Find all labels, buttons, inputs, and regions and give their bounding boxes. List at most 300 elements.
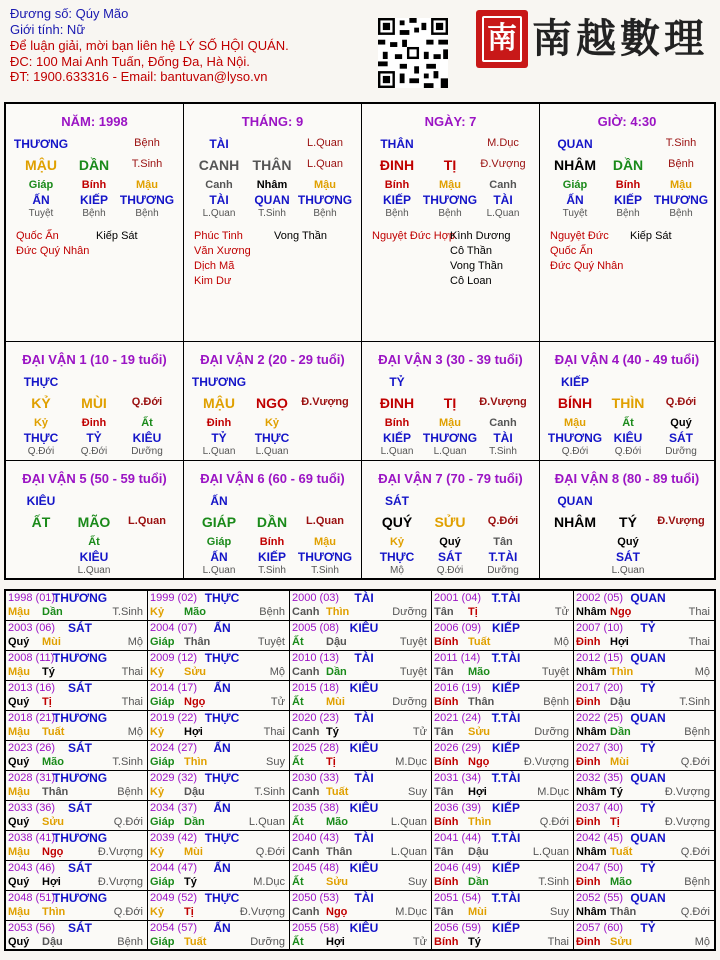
hidden-god: ẤN [210, 550, 228, 564]
year-label: 2010 (13) [292, 652, 340, 664]
year-stage: Bệnh [117, 786, 143, 798]
year-stage: Thai [547, 936, 569, 948]
dai-van-cell [184, 461, 362, 579]
year-god: KIẾP [491, 681, 521, 695]
pillar-cell [6, 104, 184, 342]
pillar-god: QUAN [557, 137, 593, 151]
year-stage: Đ.Vượng [97, 846, 143, 858]
good-star: Quốc Ấn [550, 245, 593, 257]
dai-van-god: TỶ [389, 375, 405, 389]
hidden-stage: Dưỡng [487, 565, 519, 576]
hidden-stage: Bệnh [385, 208, 409, 219]
branch-stage: L.Quan [306, 515, 344, 527]
good-star: Văn Xương [194, 245, 251, 257]
hidden-god: QUAN [254, 193, 290, 207]
year-stage: Suy [550, 906, 569, 918]
qr-code-icon[interactable] [378, 18, 448, 88]
hidden-god: KIÊU [79, 550, 109, 564]
year-cell [6, 591, 148, 621]
hidden-god: THƯƠNG [119, 193, 175, 207]
year-branch: Hợi [326, 936, 345, 948]
hidden-stem: Kỷ [264, 417, 280, 429]
branch-stage: Đ.Vượng [657, 515, 705, 527]
year-god: QUAN [630, 651, 666, 665]
hidden-stage: L.Quan [486, 208, 520, 219]
year-cell [6, 621, 148, 651]
year-cell [290, 591, 432, 621]
year-god: SÁT [68, 741, 92, 755]
year-cell [574, 681, 714, 711]
year-cell [290, 831, 432, 861]
year-label: 2046 (49) [434, 862, 482, 874]
year-stem: Tân [434, 846, 454, 858]
hidden-god: KIÊU [613, 431, 643, 445]
year-god: TỶ [640, 921, 656, 935]
year-cell [432, 711, 574, 741]
earthly-branch: SỬU [434, 514, 466, 530]
year-god: SÁT [68, 681, 92, 695]
year-branch: Sửu [468, 726, 491, 738]
year-label: 2033 (36) [8, 802, 56, 814]
hidden-god: THƯƠNG [297, 193, 353, 207]
year-branch: Tị [184, 906, 194, 918]
year-branch: Tị [326, 756, 336, 768]
dai-van-god: THỰC [23, 375, 59, 389]
hidden-stem: Bính [259, 536, 285, 548]
year-god: TÀI [354, 771, 374, 785]
hidden-god: THƯƠNG [422, 193, 478, 207]
year-branch: Tị [468, 606, 478, 618]
hidden-stem: Ất [141, 417, 153, 429]
hidden-stage: Bệnh [438, 208, 462, 219]
year-stem: Kỷ [150, 906, 165, 918]
year-cell [290, 621, 432, 651]
hidden-god: TÀI [493, 431, 513, 445]
year-label: 2050 (53) [292, 892, 340, 904]
hidden-stem: Đinh [206, 417, 232, 429]
year-stage: Bệnh [259, 606, 285, 618]
year-branch: Dần [326, 666, 347, 678]
hidden-god: KIẾP [613, 193, 643, 207]
year-branch: Mão [184, 606, 206, 618]
year-stem: Canh [292, 786, 320, 798]
year-god: QUAN [630, 591, 666, 605]
year-stem: Ất [292, 936, 304, 948]
year-label: 2023 (26) [8, 742, 56, 754]
year-stem: Tân [434, 666, 454, 678]
earthly-branch: TỊ [443, 395, 457, 411]
year-stage: Đ.Vượng [664, 786, 710, 798]
hidden-stage: Bệnh [669, 208, 693, 219]
year-label: 2036 (39) [434, 802, 482, 814]
year-branch: Sửu [42, 816, 65, 828]
year-branch: Ngọ [610, 606, 632, 618]
year-stem: Nhâm [576, 666, 607, 678]
year-cell [290, 651, 432, 681]
year-label: 2043 (46) [8, 862, 56, 874]
brand-text: 南越數理 [532, 15, 708, 62]
brand-logo [476, 10, 714, 70]
hidden-stem: Bính [384, 179, 410, 191]
year-cell [574, 891, 714, 921]
hidden-god: THƯƠNG [422, 431, 478, 445]
year-stem: Mậu [8, 846, 30, 858]
year-stem: Quý [8, 936, 30, 948]
year-label: 2012 (15) [576, 652, 624, 664]
heavenly-stem: CANH [198, 157, 240, 173]
hidden-stage: L.Quan [202, 565, 236, 576]
year-stage: L.Quan [532, 846, 569, 858]
year-cell [148, 801, 290, 831]
year-branch: Thân [326, 846, 353, 858]
year-cell [6, 801, 148, 831]
year-god: THỰC [204, 711, 240, 725]
hidden-god: THỰC [23, 431, 59, 445]
year-branch: Thìn [468, 816, 492, 828]
year-god: KIẾP [491, 801, 521, 815]
year-god: ẤN [213, 681, 231, 695]
branch-stage: L.Quan [306, 158, 344, 170]
year-stem: Giáp [150, 756, 175, 768]
dai-van-cell [184, 342, 362, 461]
good-star: Phúc Tinh [194, 230, 243, 242]
hidden-stem: Quý [439, 536, 461, 548]
pillar-title: NĂM: 1998 [61, 114, 128, 129]
year-cell [432, 621, 574, 651]
year-label: 2039 (42) [150, 832, 198, 844]
year-cell [574, 651, 714, 681]
year-label: 2054 (57) [150, 922, 198, 934]
year-cell [6, 771, 148, 801]
hidden-god: TÀI [493, 193, 513, 207]
year-god: KIÊU [349, 741, 379, 755]
year-cell [432, 891, 574, 921]
hidden-stage: Q.Đới [436, 565, 464, 576]
year-stem: Ất [292, 636, 304, 648]
year-god: T.TÀI [491, 651, 521, 665]
year-stage: Tử [412, 936, 427, 948]
hidden-stage: Dưỡng [665, 446, 697, 457]
year-branch: Mùi [468, 906, 487, 918]
heavenly-stem: GIÁP [201, 514, 237, 530]
earthly-branch: THÂN [252, 157, 292, 173]
earthly-branch: DẦN [78, 157, 110, 173]
dai-van-cell [362, 342, 540, 461]
hidden-god: THỰC [379, 550, 415, 564]
year-stage: Q.Đới [680, 846, 710, 858]
year-stem: Mậu [8, 726, 30, 738]
year-cell [432, 681, 574, 711]
year-label: 2021 (24) [434, 712, 482, 724]
hidden-stage: T.Sinh [258, 208, 286, 219]
year-cell [290, 711, 432, 741]
year-cell [290, 771, 432, 801]
year-stage: Mộ [553, 636, 569, 648]
year-cell [148, 621, 290, 651]
hidden-stem: Ất [88, 536, 100, 548]
hidden-stem: Kỷ [33, 417, 49, 429]
heavenly-stem: ẤT [31, 514, 51, 530]
year-stage: Thai [688, 636, 710, 648]
year-branch: Dần [42, 606, 63, 618]
year-stem: Tân [434, 906, 454, 918]
year-stem: Quý [8, 876, 30, 888]
year-stage: Đ.Vượng [97, 876, 143, 888]
year-cell [574, 831, 714, 861]
year-label: 2034 (37) [150, 802, 198, 814]
heavenly-stem: NHÂM [554, 157, 596, 173]
year-label: 2037 (40) [576, 802, 624, 814]
year-god: THƯƠNG [52, 831, 108, 845]
year-stem: Bính [434, 936, 459, 948]
year-god: THỰC [204, 771, 240, 785]
year-stem: Mậu [8, 786, 30, 798]
year-label: 1999 (02) [150, 592, 198, 604]
year-stem: Bính [434, 696, 459, 708]
dai-van-cell [6, 342, 184, 461]
hidden-god: ẤN [32, 193, 50, 207]
hidden-stem: Quý [670, 417, 692, 429]
year-label: 2051 (54) [434, 892, 482, 904]
year-stem: Ất [292, 876, 304, 888]
dai-van-title: ĐẠI VẬN 8 (80 - 89 tuổi) [554, 471, 700, 486]
hidden-stage: L.Quan [380, 446, 414, 457]
bad-star: Kiếp Sát [96, 230, 138, 242]
year-cell [148, 681, 290, 711]
year-label: 2030 (33) [292, 772, 340, 784]
dai-van-cell [362, 461, 540, 579]
year-stem: Ất [292, 756, 304, 768]
year-cell [6, 921, 148, 951]
year-stem: Bính [434, 756, 459, 768]
year-cell [6, 861, 148, 891]
hidden-stem: Mậu [439, 179, 461, 191]
pillar-cell [362, 104, 540, 342]
year-label: 2015 (18) [292, 682, 340, 694]
year-stem: Đinh [576, 756, 601, 768]
year-god: TÀI [354, 831, 374, 845]
year-label: 2007 (10) [576, 622, 624, 634]
year-label: 2029 (32) [150, 772, 198, 784]
dai-van-title: ĐẠI VẬN 1 (10 - 19 tuổi) [22, 352, 167, 367]
pillar-stage: Bệnh [134, 137, 160, 149]
year-stage: Q.Đới [255, 846, 285, 858]
year-label: 2011 (14) [434, 652, 481, 664]
earthly-branch: DẦN [612, 157, 644, 173]
year-stage: Dưỡng [392, 696, 427, 708]
year-stage: Bệnh [684, 876, 710, 888]
year-branch: Sửu [610, 936, 633, 948]
year-stem: Ất [292, 816, 304, 828]
hidden-god: THƯƠNG [547, 431, 603, 445]
year-branch: Tý [468, 936, 481, 948]
hidden-stage: Bệnh [313, 208, 337, 219]
year-cell [432, 651, 574, 681]
good-star: Đức Quý Nhân [550, 260, 624, 272]
year-stage: Dưỡng [392, 606, 427, 618]
branch-stage: T.Sinh [131, 158, 163, 170]
pillar-stage: T.Sinh [665, 137, 697, 149]
year-god: SÁT [68, 921, 92, 935]
year-stem: Mậu [8, 906, 30, 918]
year-stage: M.Dục [395, 756, 427, 768]
year-label: 2057 (60) [576, 922, 624, 934]
year-god: QUAN [630, 891, 666, 905]
header-info [10, 6, 370, 85]
dai-van-god: QUAN [557, 494, 593, 508]
year-stage: Tuyệt [399, 636, 427, 648]
year-cell [148, 921, 290, 951]
year-cell [290, 891, 432, 921]
year-label: 2038 (41) [8, 832, 56, 844]
earthly-branch: DẦN [256, 514, 288, 530]
hidden-stem: Bính [384, 417, 410, 429]
year-cell [574, 711, 714, 741]
dai-van-title: ĐẠI VẬN 3 (30 - 39 tuổi) [378, 352, 523, 367]
year-branch: Ngọ [184, 696, 206, 708]
hidden-stem: Kỷ [389, 536, 405, 548]
year-god: T.TÀI [491, 771, 521, 785]
year-label: 2048 (51) [8, 892, 56, 904]
year-label: 2001 (04) [434, 592, 482, 604]
year-branch: Tị [610, 816, 620, 828]
hidden-stem: Mậu [670, 179, 692, 191]
year-stage: Thai [121, 666, 143, 678]
year-god: THƯƠNG [52, 711, 108, 725]
year-branch: Mùi [42, 636, 61, 648]
year-god: KIÊU [349, 621, 379, 635]
heavenly-stem: ĐINH [379, 395, 415, 411]
year-stage: Mộ [694, 666, 710, 678]
year-branch: Thìn [610, 666, 634, 678]
year-stem: Quý [8, 756, 30, 768]
hidden-god: SÁT [669, 431, 693, 445]
year-cell [574, 861, 714, 891]
year-god: KIẾP [491, 921, 521, 935]
year-god: THỰC [204, 591, 240, 605]
hidden-stem: Quý [617, 536, 639, 548]
year-god: THƯƠNG [52, 771, 108, 785]
year-stem: Tân [434, 786, 454, 798]
hidden-god: ẤN [566, 193, 584, 207]
year-stem: Tân [434, 606, 454, 618]
year-god: T.TÀI [491, 711, 521, 725]
branch-stage: Đ.Vượng [479, 396, 527, 408]
bad-star: Kiếp Sát [630, 230, 672, 242]
year-cell [574, 801, 714, 831]
hidden-stem: Tân [493, 536, 513, 548]
year-branch: Ngọ [468, 756, 490, 768]
hidden-stem: Giáp [28, 179, 54, 191]
branch-stage: Q.Đới [487, 515, 519, 527]
year-stem: Giáp [150, 876, 175, 888]
year-stem: Nhâm [576, 606, 607, 618]
year-branch: Mùi [184, 846, 203, 858]
seal-icon: 南 [476, 10, 528, 68]
year-cell [6, 831, 148, 861]
hidden-god: KIẾP [257, 550, 287, 564]
year-label: 2017 (20) [576, 682, 624, 694]
year-stage: Bệnh [684, 726, 710, 738]
year-branch: Hợi [42, 876, 61, 888]
year-label: 2042 (45) [576, 832, 624, 844]
year-label: 2035 (38) [292, 802, 340, 814]
year-stem: Đinh [576, 696, 601, 708]
year-stem: Kỷ [150, 726, 165, 738]
dai-van-title: ĐẠI VẬN 7 (70 - 79 tuổi) [378, 471, 523, 486]
year-stage: Tử [554, 606, 569, 618]
year-label: 2032 (35) [576, 772, 624, 784]
year-cell [148, 891, 290, 921]
pillar-god: THÂN [380, 137, 414, 151]
branch-stage: Đ.Vượng [480, 158, 526, 170]
year-stem: Giáp [150, 816, 175, 828]
year-stem: Mậu [8, 666, 30, 678]
year-branch: Thân [42, 786, 69, 798]
year-god: T.TÀI [491, 831, 521, 845]
year-cell [148, 741, 290, 771]
hidden-stage: T.Sinh [489, 446, 517, 457]
hidden-god: TÀI [209, 193, 229, 207]
year-cell [6, 681, 148, 711]
hidden-stage: Q.Đới [80, 446, 108, 457]
year-label: 2003 (06) [8, 622, 56, 634]
year-stage: Thai [121, 696, 143, 708]
dai-van-title: ĐẠI VẬN 4 (40 - 49 tuổi) [554, 352, 700, 367]
year-stem: Đinh [576, 936, 601, 948]
year-stage: T.Sinh [679, 696, 710, 708]
year-label: 2052 (55) [576, 892, 624, 904]
year-stem: Ất [292, 696, 304, 708]
year-cell [432, 801, 574, 831]
year-stem: Nhâm [576, 726, 607, 738]
hidden-god: TỶ [86, 431, 102, 445]
pillar-title: GIỜ: 4:30 [597, 114, 657, 129]
dai-van-god: THƯƠNG [191, 375, 247, 389]
year-stem: Bính [434, 816, 459, 828]
good-star: Đức Quý Nhân [16, 245, 90, 257]
year-branch: Hợi [610, 636, 629, 648]
year-god: TỶ [640, 801, 656, 815]
year-label: 2028 (31) [8, 772, 56, 784]
year-label: 2016 (19) [434, 682, 482, 694]
hidden-stage: L.Quan [255, 446, 289, 457]
year-stage: Mộ [127, 726, 143, 738]
hidden-god: SÁT [616, 550, 640, 564]
heavenly-stem: NHÂM [554, 514, 596, 530]
year-god: TÀI [354, 711, 374, 725]
year-label: 2009 (12) [150, 652, 198, 664]
year-cell [432, 741, 574, 771]
year-stage: Q.Đới [680, 906, 710, 918]
year-label: 2024 (27) [150, 742, 198, 754]
year-label: 1998 (01) [8, 592, 56, 604]
year-branch: Thìn [326, 606, 350, 618]
year-stage: Tuyệt [257, 636, 285, 648]
year-branch: Mão [326, 816, 348, 828]
year-stem: Nhâm [576, 786, 607, 798]
year-stage: Q.Đới [539, 816, 569, 828]
year-god: SÁT [68, 861, 92, 875]
hidden-stage: T.Sinh [258, 565, 286, 576]
year-stem: Kỷ [150, 606, 165, 618]
year-stage: Thai [263, 726, 285, 738]
hidden-stage: L.Quan [433, 446, 467, 457]
year-god: TÀI [354, 591, 374, 605]
year-god: TÀI [354, 651, 374, 665]
year-branch: Dậu [326, 636, 347, 648]
year-cell [148, 771, 290, 801]
